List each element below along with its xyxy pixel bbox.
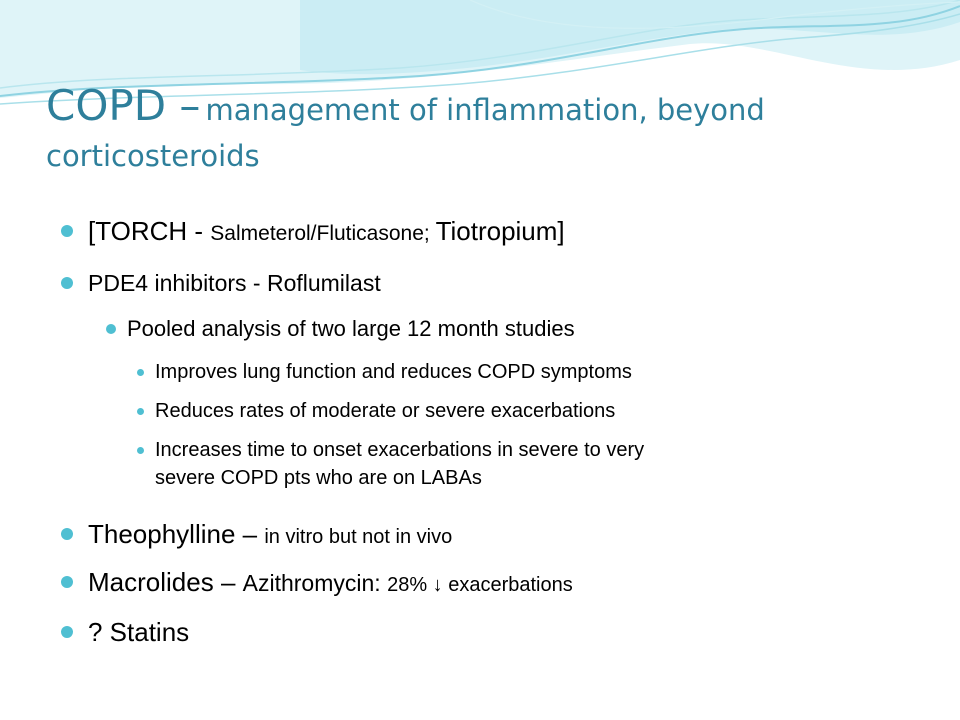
- bullet-text: PDE4 inhibitors - Roflumilast: [88, 270, 381, 296]
- macrolides-colon: :: [374, 570, 388, 596]
- title-subtitle-line1: management of inflammation, beyond: [205, 93, 765, 127]
- macrolides-label: Macrolides: [88, 567, 214, 597]
- bullet-macrolides: [88, 564, 573, 603]
- bullet-marker: [61, 626, 73, 638]
- slide-title: [46, 78, 926, 178]
- bullet-marker: [106, 324, 116, 334]
- bullet-text: Improves lung function and reduces COPD symptoms: [155, 361, 632, 383]
- bullet-marker: [61, 528, 73, 540]
- bullet-marker: [61, 576, 73, 588]
- macrolides-drug: Azithromycin: [242, 570, 375, 596]
- bullet-text: Pooled analysis of two large 12 month studies: [127, 316, 575, 341]
- bullet-text: ? Statins: [88, 617, 190, 647]
- bullet-marker: [137, 447, 144, 454]
- bullet-pooled-analysis: [127, 314, 575, 344]
- bullet-lung-function: [155, 358, 632, 386]
- bullet-exacerbation-rates: [155, 397, 615, 425]
- theophylline-note: in vitro but not in vivo: [264, 526, 453, 548]
- bullet-theophylline: [88, 516, 452, 555]
- bullet-text: Reduces rates of moderate or severe exacerbations: [155, 400, 616, 422]
- theophylline-dash: –: [235, 519, 265, 549]
- macrolides-dash: –: [213, 567, 243, 597]
- torch-label: [TORCH -: [88, 216, 211, 246]
- bullet-onset-time: [155, 436, 644, 492]
- bullet-marker: [61, 225, 73, 237]
- macrolides-effect: 28% ↓ exacerbations: [387, 574, 573, 596]
- torch-tiotropium: Tiotropium]: [435, 216, 565, 246]
- bullet-marker: [137, 369, 144, 376]
- bullet-pde4-inhibitors: [88, 267, 381, 299]
- theophylline-label: Theophylline: [88, 519, 236, 549]
- bullet-marker: [61, 277, 73, 289]
- torch-combination: Salmeterol/Fluticasone;: [210, 222, 436, 245]
- title-subtitle-line2: corticosteroids: [46, 139, 260, 173]
- bullet-statins: [88, 614, 189, 650]
- bullet-text-line2: severe COPD pts who are on LABAs: [155, 467, 482, 489]
- bullet-text-line1: Increases time to onset exacerbations in severe to very: [155, 439, 645, 461]
- bullet-marker: [137, 408, 144, 415]
- bullet-torch: [88, 214, 565, 251]
- title-main: COPD –: [46, 81, 201, 130]
